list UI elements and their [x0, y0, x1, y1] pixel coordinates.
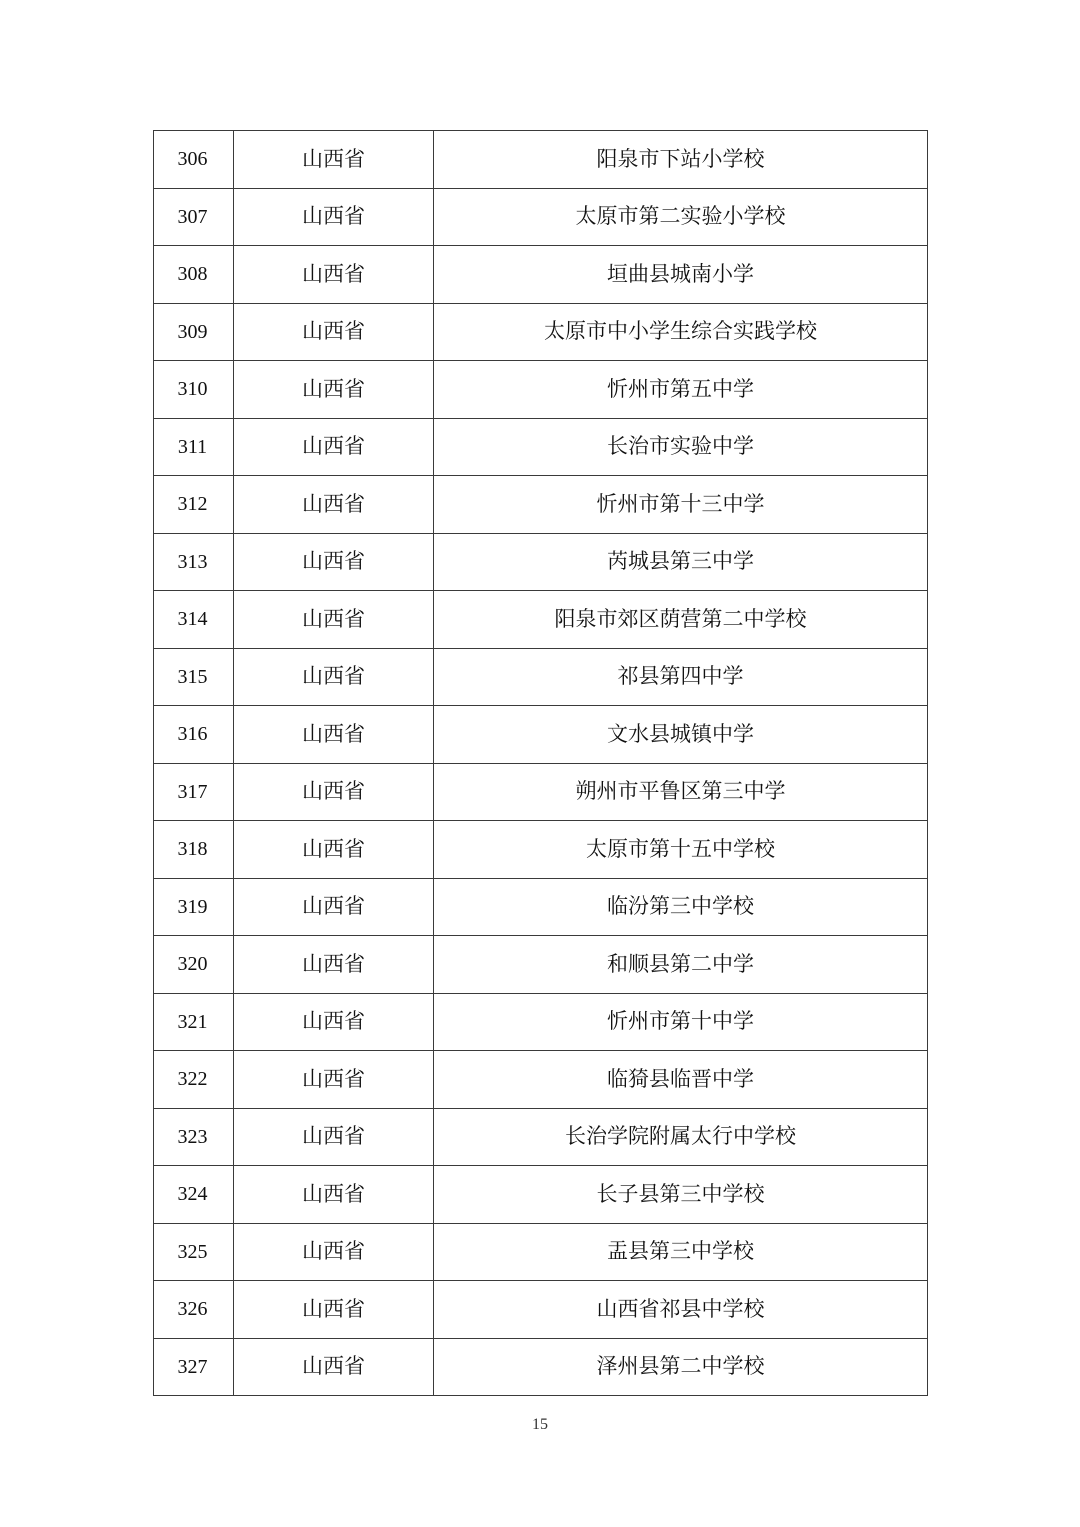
row-number: 318 — [177, 838, 208, 861]
row-number-cell — [154, 648, 234, 706]
row-number: 307 — [177, 205, 208, 228]
row-number: 317 — [177, 780, 208, 803]
row-number: 308 — [177, 263, 208, 286]
school-name-cell: 长子县第三中学校 — [434, 1166, 928, 1224]
province-cell: 山西省 — [234, 591, 434, 649]
table-row — [154, 821, 928, 879]
table-row — [154, 1281, 928, 1339]
table-row — [154, 1108, 928, 1166]
row-number: 327 — [177, 1355, 208, 1378]
page-number: 15 — [532, 1416, 548, 1433]
province-cell: 山西省 — [234, 1166, 434, 1224]
row-number: 324 — [177, 1183, 208, 1206]
row-number-cell — [154, 1108, 234, 1166]
row-number: 325 — [177, 1240, 208, 1263]
school-name-cell: 忻州市第十中学 — [434, 993, 928, 1051]
row-number-cell — [154, 878, 234, 936]
row-number: 313 — [177, 550, 208, 573]
row-number-cell — [154, 476, 234, 534]
school-name-cell: 山西省祁县中学校 — [434, 1281, 928, 1339]
row-number-cell — [154, 993, 234, 1051]
row-number: 315 — [177, 665, 208, 688]
province-cell: 山西省 — [234, 361, 434, 419]
table-row — [154, 533, 928, 591]
row-number: 316 — [177, 723, 208, 746]
row-number: 321 — [177, 1010, 208, 1033]
school-name-cell: 朔州市平鲁区第三中学 — [434, 763, 928, 821]
row-number-cell — [154, 188, 234, 246]
school-name-cell: 祁县第四中学 — [434, 648, 928, 706]
province-cell: 山西省 — [234, 246, 434, 304]
row-number: 312 — [177, 493, 208, 516]
row-number-cell — [154, 821, 234, 879]
row-number-cell — [154, 706, 234, 764]
table-row — [154, 1051, 928, 1109]
province-cell: 山西省 — [234, 936, 434, 994]
school-name-cell: 长治市实验中学 — [434, 418, 928, 476]
table-row — [154, 1223, 928, 1281]
row-number-cell — [154, 533, 234, 591]
school-name-cell: 长治学院附属太行中学校 — [434, 1108, 928, 1166]
school-name-cell: 阳泉市下站小学校 — [434, 131, 928, 189]
school-name-cell: 忻州市第十三中学 — [434, 476, 928, 534]
row-number: 322 — [177, 1068, 208, 1091]
province-cell: 山西省 — [234, 1281, 434, 1339]
school-name-cell: 临汾第三中学校 — [434, 878, 928, 936]
province-cell: 山西省 — [234, 303, 434, 361]
row-number: 310 — [177, 378, 208, 401]
province-cell: 山西省 — [234, 993, 434, 1051]
province-cell: 山西省 — [234, 821, 434, 879]
school-name-cell: 泽州县第二中学校 — [434, 1338, 928, 1396]
table-row — [154, 418, 928, 476]
province-cell: 山西省 — [234, 648, 434, 706]
row-number-cell — [154, 1051, 234, 1109]
school-list-table — [153, 130, 928, 1396]
row-number: 320 — [177, 953, 208, 976]
row-number: 319 — [177, 895, 208, 918]
table-row — [154, 706, 928, 764]
table-row — [154, 936, 928, 994]
table-row — [154, 763, 928, 821]
row-number-cell — [154, 591, 234, 649]
table-row — [154, 476, 928, 534]
row-number-cell — [154, 303, 234, 361]
row-number-cell — [154, 1223, 234, 1281]
province-cell: 山西省 — [234, 131, 434, 189]
row-number: 323 — [177, 1125, 208, 1148]
row-number: 309 — [177, 320, 208, 343]
row-number-cell — [154, 763, 234, 821]
province-cell: 山西省 — [234, 1223, 434, 1281]
province-cell: 山西省 — [234, 533, 434, 591]
province-cell: 山西省 — [234, 1051, 434, 1109]
province-cell: 山西省 — [234, 706, 434, 764]
table-row — [154, 591, 928, 649]
row-number-cell — [154, 936, 234, 994]
school-name-cell: 忻州市第五中学 — [434, 361, 928, 419]
table-row — [154, 1338, 928, 1396]
province-cell: 山西省 — [234, 1108, 434, 1166]
table-row — [154, 1166, 928, 1224]
row-number: 311 — [177, 435, 208, 458]
province-cell: 山西省 — [234, 763, 434, 821]
province-cell: 山西省 — [234, 188, 434, 246]
table-row — [154, 246, 928, 304]
row-number-cell — [154, 361, 234, 419]
province-cell: 山西省 — [234, 418, 434, 476]
school-list-body — [154, 131, 928, 1396]
row-number: 326 — [177, 1298, 208, 1321]
row-number: 314 — [177, 608, 208, 631]
school-name-cell: 太原市第二实验小学校 — [434, 188, 928, 246]
school-name-cell: 临猗县临晋中学 — [434, 1051, 928, 1109]
row-number-cell — [154, 131, 234, 189]
table-row — [154, 188, 928, 246]
province-cell: 山西省 — [234, 878, 434, 936]
school-name-cell: 和顺县第二中学 — [434, 936, 928, 994]
school-name-cell: 芮城县第三中学 — [434, 533, 928, 591]
table-row — [154, 878, 928, 936]
province-cell: 山西省 — [234, 1338, 434, 1396]
row-number-cell — [154, 1281, 234, 1339]
row-number-cell — [154, 1338, 234, 1396]
row-number-cell — [154, 246, 234, 304]
table-row — [154, 361, 928, 419]
school-name-cell: 太原市中小学生综合实践学校 — [434, 303, 928, 361]
school-name-cell: 盂县第三中学校 — [434, 1223, 928, 1281]
school-name-cell: 文水县城镇中学 — [434, 706, 928, 764]
table-row — [154, 303, 928, 361]
row-number-cell — [154, 418, 234, 476]
table-row — [154, 993, 928, 1051]
table-row — [154, 131, 928, 189]
province-cell: 山西省 — [234, 476, 434, 534]
row-number-cell — [154, 1166, 234, 1224]
school-name-cell: 太原市第十五中学校 — [434, 821, 928, 879]
school-name-cell: 垣曲县城南小学 — [434, 246, 928, 304]
table-row — [154, 648, 928, 706]
school-name-cell: 阳泉市郊区荫营第二中学校 — [434, 591, 928, 649]
row-number: 306 — [177, 148, 208, 171]
